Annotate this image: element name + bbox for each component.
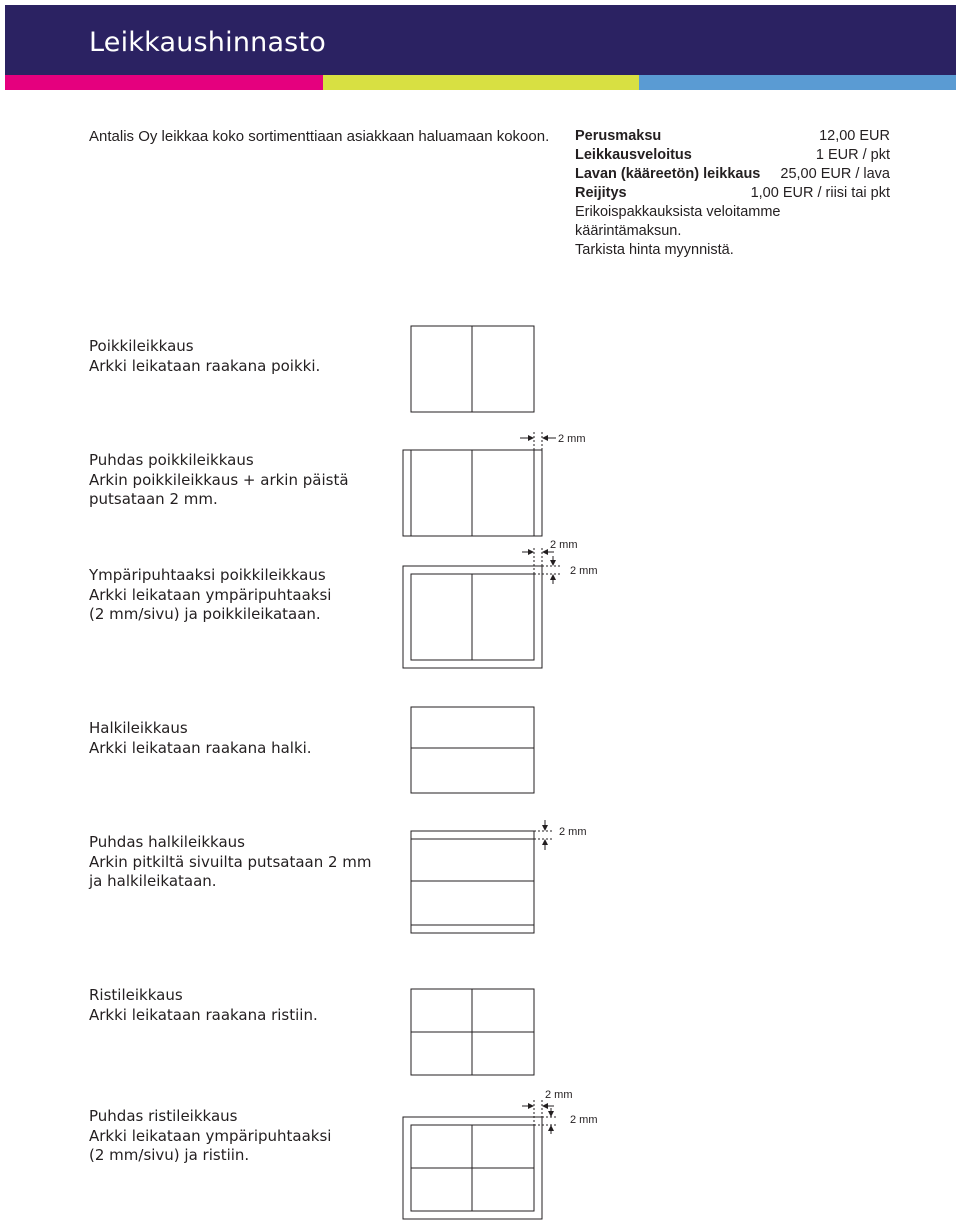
dimension-label: 2 mm bbox=[558, 433, 586, 445]
price-label: Reijitys bbox=[575, 185, 627, 201]
dimension-label: 2 mm bbox=[570, 565, 598, 577]
price-value: 1,00 EUR / riisi tai pkt bbox=[750, 185, 890, 201]
cut-text: (2 mm/sivu) ja ristiin. bbox=[89, 1146, 250, 1164]
cut-text: Arkki leikataan raakana halki. bbox=[89, 738, 312, 757]
dimension-label: 2 mm bbox=[545, 1089, 573, 1101]
cut-title: Poikkileikkaus bbox=[89, 337, 194, 355]
price-value: 12,00 EUR bbox=[819, 128, 890, 144]
cut-title: Puhdas poikkileikkaus bbox=[89, 451, 254, 469]
diagram-halkileikkaus bbox=[411, 707, 534, 793]
cut-text: (2 mm/sivu) ja poikkileikataan. bbox=[89, 605, 321, 623]
page-title: Leikkaushinnasto bbox=[89, 27, 326, 58]
cut-text: Arkki leikataan raakana poikki. bbox=[89, 356, 321, 375]
price-note: Tarkista hinta myynnistä. bbox=[575, 242, 734, 258]
intro-text: Antalis Oy leikkaa koko sortimenttiaan asiakkaan haluamaan kokoon. bbox=[89, 128, 550, 145]
cut-text: ja halkileikataan. bbox=[89, 872, 217, 890]
price-value: 25,00 EUR / lava bbox=[780, 166, 890, 182]
diagram-puhdas-poikkileikkaus bbox=[403, 432, 556, 536]
price-value: 1 EUR / pkt bbox=[815, 147, 890, 163]
cut-text: Arkin poikkileikkaus + arkin päistä bbox=[89, 470, 349, 489]
cut-title: Halkileikkaus bbox=[89, 719, 188, 737]
cut-text: putsataan 2 mm. bbox=[89, 490, 218, 508]
diagram-puhdas-halkileikkaus bbox=[411, 820, 552, 933]
price-label: Leikkausveloitus bbox=[575, 147, 692, 163]
dimension-label: 2 mm bbox=[550, 539, 578, 551]
price-label: Lavan (kääreetön) leikkaus bbox=[575, 166, 761, 182]
cut-text: Arkin pitkiltä sivuilta putsataan 2 mm bbox=[89, 852, 372, 871]
cut-text: Arkki leikataan ympäripuhtaaksi bbox=[89, 585, 332, 604]
diagram-poikkileikkaus bbox=[411, 326, 534, 412]
cut-title: Puhdas ristileikkaus bbox=[89, 1107, 238, 1125]
cut-text: Arkki leikataan ympäripuhtaaksi bbox=[89, 1126, 332, 1145]
cut-title: Puhdas halkileikkaus bbox=[89, 833, 245, 851]
dimension-label: 2 mm bbox=[559, 826, 587, 838]
cut-text: Arkki leikataan raakana ristiin. bbox=[89, 1005, 318, 1024]
price-label: Perusmaksu bbox=[575, 128, 662, 144]
diagram-ymparipuhtaaksi-poikkileikkaus bbox=[403, 548, 560, 668]
dimension-label: 2 mm bbox=[570, 1114, 598, 1126]
diagram-ristileikkaus bbox=[411, 989, 534, 1075]
cut-title: Ympäripuhtaaksi poikkileikkaus bbox=[89, 566, 326, 584]
cut-title: Ristileikkaus bbox=[89, 986, 183, 1004]
diagram-puhdas-ristileikkaus bbox=[403, 1100, 558, 1219]
price-note: Erikoispakkauksista veloitamme käärintämaksun. bbox=[575, 204, 781, 239]
